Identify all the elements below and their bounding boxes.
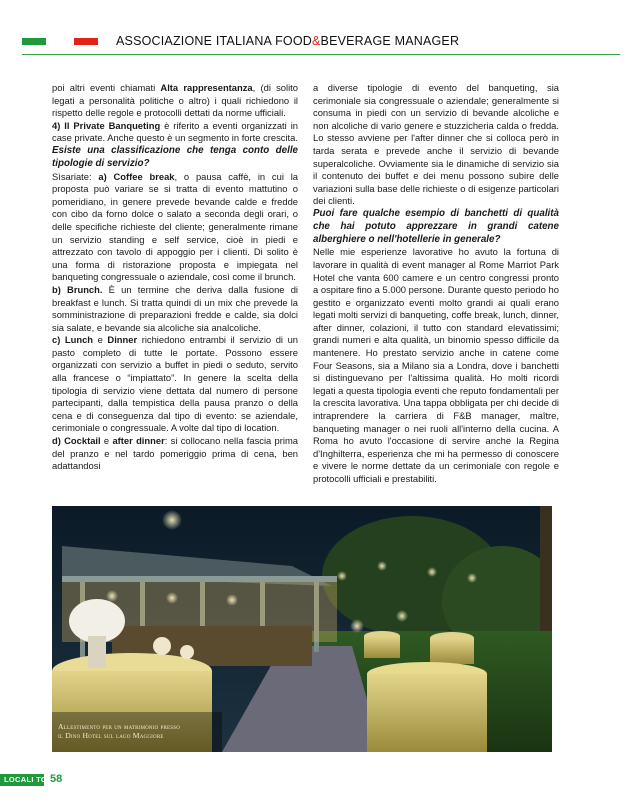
section-label: LOCALI TOP [4,775,53,784]
page-number: 58 [50,773,63,785]
paragraph: a diverse tipologie di evento del banqueting, sia cerimoniale sia congressuale o aziendale; generalmente si consuma in piedi con un servizio di bevande alcoliche e non alcoliche di vario genere e stuzzicheria calda o fredda. Lo stesso avviene per l'after dinner che si colloca però in tarda serata e prevede anche il servizio di bevande superalcoliche. Ovviamente sia le dinamiche di servizio sia il contenuto dei buffet e dei menu possono subire delle variazioni sulla base delle richieste o di esigenze particolari dei clienti. [313,82,559,207]
paragraph: Sìsariate: a) Coffee break, o pausa caffè, in cui la proposta può variare se si tratta di evento mattutino o pomeridiano, in genere prevede bevande calde e fredde con cibo da forno dolce o salato a seconda degli orari, o delle specifiche richieste del cliente; generalmente rimane un servizio standing e self service, cioè in piedi e attrezzato con tavolo di appoggio per i clienti. Di solito è una forma di ristorazione proposta e impiegata nel banqueting congressuale o aziendale, così come il brunch. [52,170,299,283]
round-table [364,631,400,658]
round-table [367,662,487,752]
question-heading: Puoi fare qualche esempio di banchetti di qualità che hai potuto apprezzare in grandi catene alberghiere o nell'hotellerie in generale? [313,207,559,245]
flag-green-stripe [22,38,46,45]
paragraph: c) Lunch e Dinner richiedono entrambi il servizio di un pasto completo di tutte le portate. Possono essere organizzati con servizio a buffet in piedi o seduto, servito alla francese o “impiattato”. In genere la scelta della tipologia di servizio viene dettata dal numero di persone partecipanti, dalla tempistica della pausa pranzo o della cena e di conseguenza dal tipo di evento: se aziendale, cerimoniale o congressuale. A volte dal tipo di location. [52,334,298,434]
paragraph: b) Brunch. È un termine che deriva dalla fusione di breakfast e lunch. Si tratta quindi di un mix che prevede la somministrazione di preparazioni fredde e calde, sia dolci sia salate, e bevande sia alcoliche sia analcoliche. [52,283,298,333]
paragraph: d) Cocktail e after dinner: si collocano nella fascia prima del pranzo e nel tardo pomeriggio prima di cena, ben adattandosi [52,435,298,472]
round-table [430,632,474,664]
event-photo [52,506,552,752]
header-title: ASSOCIAZIONE ITALIANA FOOD&BEVERAGE MANAGER [116,34,460,48]
right-column [313,82,559,486]
paragraph: poi altri eventi chiamati Alta rappresentanza, (di solito legati a personalità politiche o altro) i quali richiedono il rispetto delle regole e protocolli dettati da norme ufficiali. [52,82,298,119]
paragraph: Nelle mie esperienze lavorative ho avuto la fortuna di lavorare in qualità di event manager al Rome Marriot Park Hotel che vanta 600 camere e un centro congressi pronto a ospitare fino a 5.000 persone. Durante questo periodo ho gestito e organizzato eventi molto grandi ai quali erano legati molti servizi di banqueting, coffe break, lunch, dinner, after dinner, colazioni, il tutto con standard elevatissimi; grandi numeri e alta qualità, un binomio spesso difficile da mantenere. Ho prestato servizio anche in catene come Four Seasons, sia a Milano sia a Londra, dove i banchetti si distinguevano per l'altissima qualità. Ho molti ricordi legati a questa tipologia eventi che reputo fondamentali per la crescita lavorativa. Una tappa obbligata per chi decide di intraprendere la carriera di F&B manager, maître, banqueting manager o nei ruoli all'interno della cucina. A Roma ho avuto l'occasione di servire anche la Regina d'Inghilterra, esperienza che mi ha permesso di conoscere e vivere le norme dettate da un cerimoniale con regole e protocolli ufficiali e prestabiliti. [313,246,559,485]
question-heading: Esiste una classificazione che tenga conto delle tipologie di servizio? [52,144,298,169]
building-edge [540,506,552,646]
flag-red-stripe [74,38,98,45]
paragraph: 4) Il Private Banqueting è riferito a eventi organizzati in case private. Anche questo è un segmento in forte crescita. [52,119,298,144]
header-divider [22,54,620,55]
left-column [52,82,298,473]
photo-caption: Allestimento per un matrimonio presso il Dino Hotel sul lago Maggiore [58,722,181,741]
